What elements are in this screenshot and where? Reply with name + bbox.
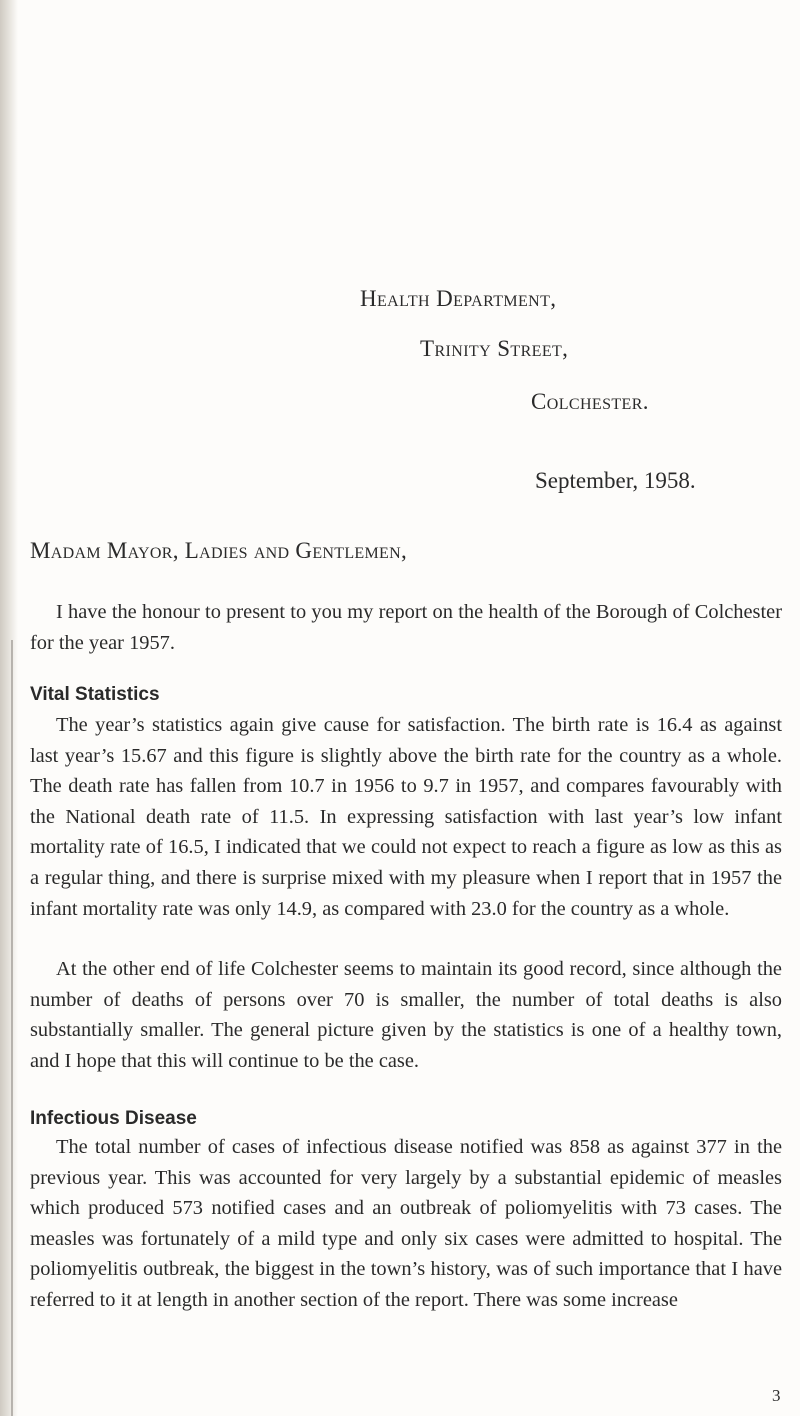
binding-shadow (0, 0, 18, 1416)
intro-paragraph: I have the honour to present to you my report on the health of the Borough of Colchester for the year 1957. (30, 601, 782, 654)
page-number: 3 (772, 1386, 781, 1405)
salutation: Madam Mayor, Ladies and Gentlemen, (30, 538, 407, 563)
letter-date: September, 1958. (535, 468, 696, 493)
vital-statistics-paragraph-1: The year’s statistics again give cause for satisfaction. The birth rate is 16.4 as against last year’s 15.67 and this figure is slightly above the birth rate for the country as a whole. The death rate has fallen from 10.7 in 1956 to 9.7 in 1957, and compares favourably with the National death rate of 11.5. In expressing satisfaction with last year’s low infant mortality rate of 16.5, I indicated that we could not expect to reach a figure as low as this as a regular thing, and there is surprise mixed with my pleasure when I report that in 1957 the infant mortality rate was only 14.9, as compared with 23.0 for the country as a whole. (30, 714, 782, 920)
letterhead-street: Trinity Street, (420, 336, 569, 361)
infectious-disease-paragraph-1: The total number of cases of infectious disease notified was 858 as against 377 in the previous year. This was accounted for very largely by a substantial epidemic of measles which produced 573 notified cases and an outbreak of poliomyelitis with 73 cases. The measles was fortunately of a mild type and only six cases were admitted to hospital. The poliomyelitis outbreak, the biggest in the town’s history, was of such importance that I have referred to it at length in another section of the report. There was some increase (30, 1136, 782, 1311)
vital-statistics-paragraph-2: At the other end of life Colchester seems to maintain its good record, since although the number of deaths of persons over 70 is smaller, the number of total deaths is also substantially smaller. The general picture given by the statistics is one of a healthy town, and I hope that this will continue to be the case. (30, 958, 782, 1072)
section-heading-infectious-disease: Infectious Disease (30, 1108, 197, 1129)
letterhead-town: Colchester. (531, 389, 649, 414)
letterhead-department: Health Department, (360, 286, 557, 311)
binding-edge-line (11, 640, 13, 1416)
section-heading-vital-statistics: Vital Statistics (30, 684, 160, 705)
